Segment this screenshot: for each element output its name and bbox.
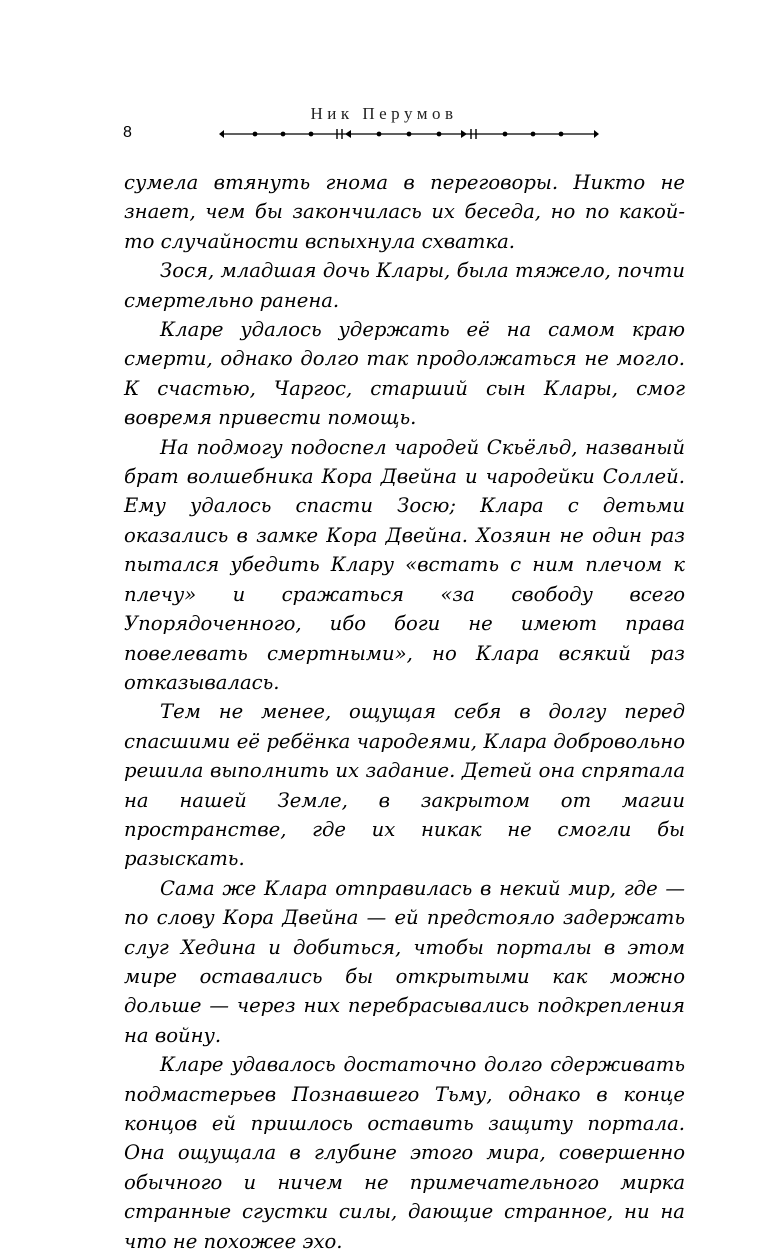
paragraph: Зося, младшая дочь Клары, была тяжело, почти смертельно ранена.: [124, 259, 685, 312]
paragraph: Кларе удавалось достаточно долго сдерживать подмастерьев Познавшего Тьму, однако в конце концов ей пришлось оставить защиту портала. Она ощущала в глубине этого мира, совершенно обычного и ничем не примечательного мирка странные сгустки силы, дающие странное, ни на что не похожее эхо.: [124, 1053, 685, 1253]
paragraph: На подмогу подоспел чародей Скьёльд, названый брат волшебника Кора Двейна и чародейки Соллей. Ему удалось спасти Зосю; Клара с детьми оказались в замке Кора Двейна. Хозяин не один раз пытался убедить Клару «встать с ним плечом к плечу» и сражаться «за свободу всего Упорядоченного, ибо боги не имеют права повелевать смертными», но Клара всякий раз отказывалась.: [124, 435, 685, 694]
paragraph: Сама же Клара отправилась в некий мир, где — по слову Кора Двейна — ей предстояло задержать слуг Хедина и добиться, чтобы порталы в этом мире оставались бы открытыми как можно дольше — через них перебрасывались подкрепления на войну.: [124, 876, 685, 1047]
paragraph: сумела втянуть гнома в переговоры. Никто не знает, чем бы закончилась их беседа, но по какой-то случайности вспыхнула схватка.: [124, 171, 685, 253]
page-number: 8: [123, 124, 132, 141]
paragraph: Кларе удалось удержать её на самом краю смерти, однако долго так продолжаться не могло. К счастью, Чаргос, старший сын Клары, смог вовремя привести помощь.: [124, 318, 685, 430]
running-head: Ник Перумов: [310, 104, 458, 123]
paragraph: Тем не менее, ощущая себя в долгу перед спасшими её ребёнка чародеями, Клара добровольно решила выполнить их задание. Детей она спрятала на нашей Земле, в закрытом от магии пространстве, где их никак не смогли бы разыскать.: [124, 700, 685, 871]
header-ornament-rule: [219, 127, 599, 141]
body-text: [124, 168, 685, 1256]
